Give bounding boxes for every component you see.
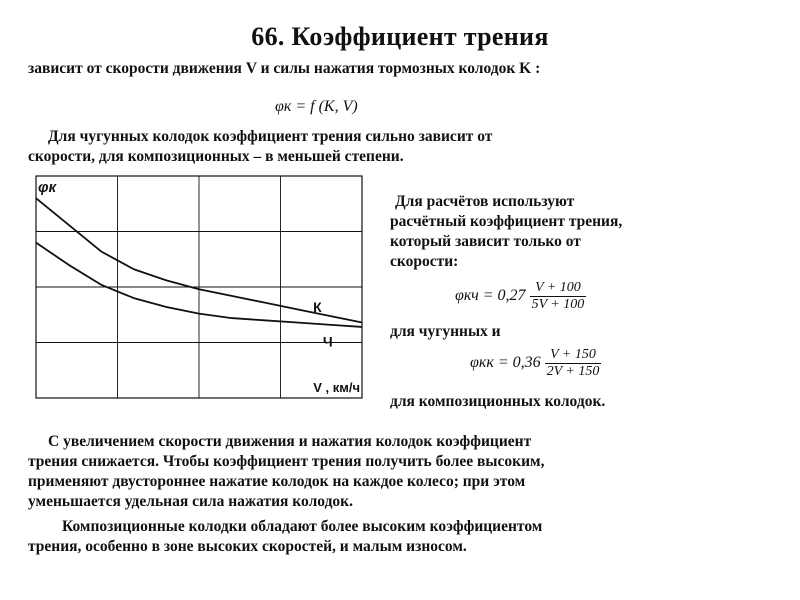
x-axis-label: V , км/ч [313,380,360,395]
intro-text: зависит от скорости движения V и силы нажатия тормозных колодок K : [28,60,541,77]
paragraph-2-line-2: трения снижается. Чтобы коэффициент трения получить более высоким, [28,453,545,470]
side-text-line-4: скорости: [390,253,459,270]
formula-comp-numerator: V + 150 [545,347,602,364]
paragraph-3-line-2: трения, особенно в зоне высоких скоростей, и малым износом. [28,538,467,555]
paragraph-2-line-4: уменьшается удельная сила нажатия колодок. [28,493,353,510]
formula-cast-numerator: V + 100 [530,280,587,297]
formula-comp-fraction [545,347,602,380]
paragraph-1-line-2: скорости, для композиционных – в меньшей степени. [28,148,404,165]
main-formula: φк = f (K, V) [275,98,358,115]
paragraph-2-line-3: применяют двустороннее нажатие колодок на каждое колесо; при этом [28,473,526,490]
formula-cast-lhs: φкч = 0,27 [455,287,526,305]
side-text-line-1: Для расчётов используют [395,193,575,210]
paragraph-2-line-1: С увеличением скорости движения и нажатия колодок коэффициент [48,433,532,450]
y-axis-label: φк [38,179,57,196]
formula-composite [470,347,601,380]
series-label-k: К [313,298,322,315]
paragraph-3-line-1: Композиционные колодки обладают более высоким коэффициентом [62,518,543,535]
series-label-ch: Ч [322,333,333,350]
formula-comp-denominator: 2V + 150 [546,364,600,379]
formula-cast-iron [455,280,586,313]
formula-cast-denominator: 5V + 100 [531,297,585,312]
paragraph-1-line-1: Для чугунных колодок коэффициент трения сильно зависит от [48,128,493,145]
side-text-line-2: расчётный коэффициент трения, [390,213,623,230]
comp-caption: для композиционных колодок. [390,393,606,410]
friction-chart [30,170,380,420]
cast-caption: для чугунных и [390,323,501,340]
formula-cast-fraction [530,280,587,313]
formula-comp-lhs: φкк = 0,36 [470,354,541,372]
page-title: 66. Коэффициент трения [251,22,549,51]
side-text-line-3: который зависит только от [390,233,581,250]
